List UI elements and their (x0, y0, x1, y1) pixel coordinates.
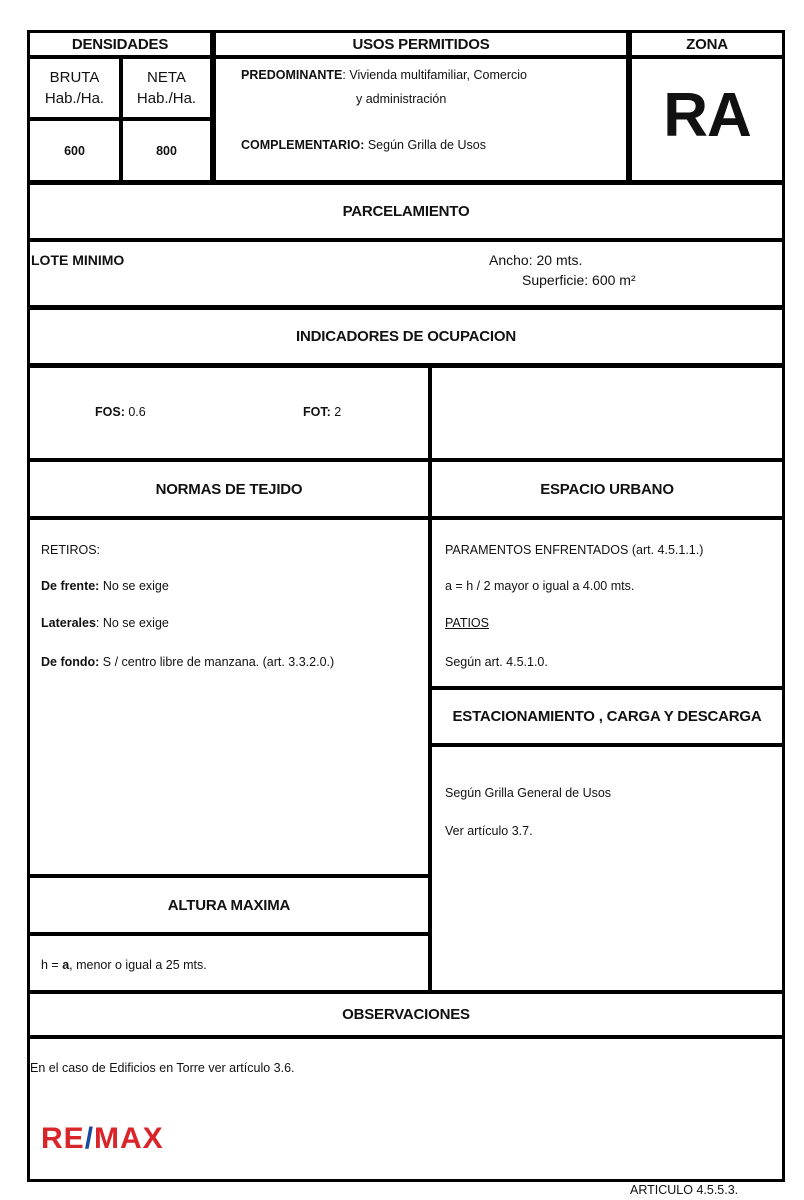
complementario-label: COMPLEMENTARIO: (241, 138, 365, 152)
altura-bold: a (62, 958, 70, 972)
neta-label-cell (120, 56, 213, 120)
fos-line (95, 405, 146, 419)
laterales-value: : No se exige (95, 616, 169, 630)
fot-value: 2 (330, 405, 342, 419)
estacionamiento-line-2: Ver artículo 3.7. (445, 824, 533, 838)
frente-label: De frente: (41, 579, 100, 593)
tejido-header-text: NORMAS DE TEJIDO (155, 480, 303, 498)
estacionamiento-line-1: Según Grilla General de Usos (445, 786, 612, 800)
bruta-value: 600 (64, 144, 85, 158)
neta-unit: Hab./Ha. (136, 90, 197, 107)
bruta-unit: Hab./Ha. (44, 90, 105, 107)
retiros-label: RETIROS: (41, 543, 101, 557)
observaciones-body (27, 1036, 785, 1182)
patios-label: PATIOS (445, 616, 489, 630)
parcelamiento-body (27, 239, 785, 308)
ancho-value: Ancho: 20 mts. (489, 252, 583, 268)
estacionamiento-header (429, 687, 785, 746)
zona-value: RA (663, 81, 751, 150)
altura-prefix: h = (41, 958, 63, 972)
bruta-label: BRUTA (49, 69, 100, 86)
fondo-line (41, 655, 334, 669)
remax-logo: RE/MAX (41, 1122, 164, 1155)
segun-text: Según art. 4.5.1.0. (445, 655, 548, 669)
laterales-label: Laterales (41, 616, 96, 630)
usos-header (213, 30, 629, 58)
complementario-text: Según Grilla de Usos (364, 138, 486, 152)
predominante-text: : Vivienda multifamiliar, Comercio (342, 68, 527, 82)
altura-line (41, 958, 207, 972)
articulo-footer: ARTICULO 4.5.5.3. (630, 1183, 739, 1197)
ocupacion-empty-cell (429, 365, 785, 461)
espacio-urbano-header (429, 459, 785, 519)
zona-header (629, 30, 785, 58)
fondo-value: S / centro libre de manzana. (art. 3.3.2.0.) (99, 655, 335, 669)
ocupacion-header-text: INDICADORES DE OCUPACION (296, 328, 516, 345)
superficie-value: Superficie: 600 m² (522, 272, 636, 288)
zona-header-text: ZONA (686, 35, 728, 53)
formula-text: a = h / 2 mayor o igual a 4.00 mts. (445, 579, 635, 593)
altura-header-text: ALTURA MAXIMA (167, 896, 291, 914)
ocupacion-header (27, 307, 785, 366)
observaciones-header-text: OBSERVACIONES (342, 1006, 470, 1023)
usos-header-text: USOS PERMITIDOS (352, 35, 490, 53)
laterales-line (41, 616, 169, 630)
neta-value-cell (120, 118, 213, 183)
fos-label: FOS: (95, 405, 125, 419)
densidades-header (27, 30, 213, 58)
zona-body (629, 56, 785, 183)
ocupacion-body (27, 365, 431, 461)
altura-suffix: , menor o igual a 25 mts. (69, 958, 207, 972)
tejido-header (27, 459, 431, 519)
estacionamiento-header-text: ESTACIONAMIENTO , CARGA Y DESCARGA (452, 708, 762, 725)
paramentos-text: PARAMENTOS ENFRENTADOS (art. 4.5.1.1.) (445, 543, 704, 557)
predominante-text-2: y administración (356, 92, 447, 106)
bruta-label-cell (27, 56, 122, 120)
parcelamiento-header-text: PARCELAMIENTO (342, 203, 470, 220)
predominante-label: PREDOMINANTE (241, 68, 343, 82)
observaciones-header (27, 991, 785, 1038)
fot-line (303, 405, 341, 419)
espacio-urbano-body (429, 517, 785, 689)
fos-value: 0.6 (124, 405, 146, 419)
frente-value: No se exige (99, 579, 169, 593)
neta-label: NETA (147, 69, 186, 86)
observaciones-text: En el caso de Edificios en Torre ver artículo 3.6. (30, 1061, 295, 1075)
usos-body (213, 56, 629, 183)
densidades-header-text: DENSIDADES (71, 35, 169, 53)
fot-label: FOT: (303, 405, 331, 419)
lote-minimo-label: LOTE MINIMO (31, 252, 125, 268)
altura-header (27, 875, 431, 935)
fondo-label: De fondo: (41, 655, 100, 669)
estacionamiento-body (429, 744, 785, 993)
altura-body (27, 933, 431, 993)
frente-line (41, 579, 169, 593)
neta-value: 800 (156, 144, 177, 158)
espacio-urbano-header-text: ESPACIO URBANO (540, 480, 674, 498)
bruta-value-cell (27, 118, 122, 183)
predominante-line (241, 68, 527, 82)
complementario-line (241, 138, 486, 152)
parcelamiento-header (27, 182, 785, 241)
tejido-body (27, 517, 431, 877)
